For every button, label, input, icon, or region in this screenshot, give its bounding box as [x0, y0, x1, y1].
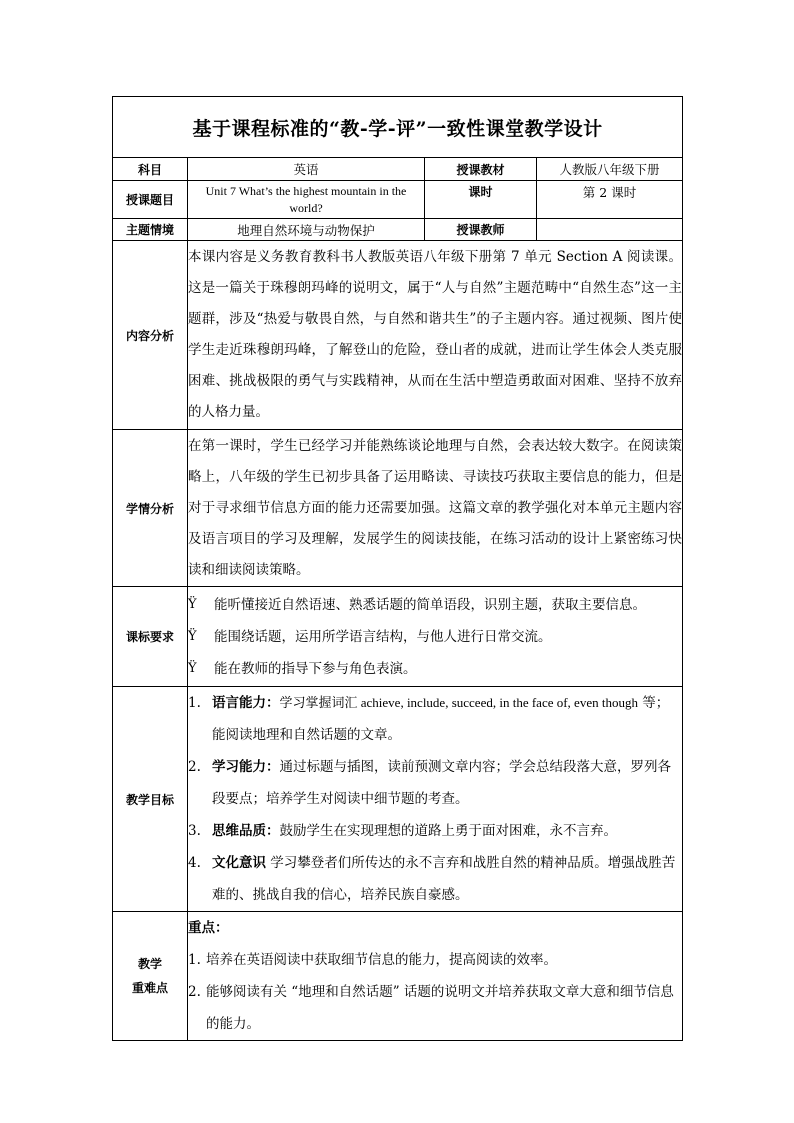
context-value: 地理自然环境与动物保护 [188, 219, 425, 241]
standards-item [188, 621, 682, 653]
objective-text: 学习攀登者们所传达的永不言弃和战胜自然的精神品质。增强战胜苦难的、挑战自我的信心，培养民族自豪感。 [212, 855, 676, 903]
lesson-plan-table [112, 96, 683, 1041]
objective-heading: 学习能力： [212, 759, 280, 775]
key-point-text: 能够阅读有关 “地理和自然话题” 话题的说明文并培养获取文章大意和细节信息的能力。 [206, 984, 674, 1032]
objective-number: 3. [188, 823, 201, 839]
standards-label: 课标要求 [113, 587, 188, 687]
standards-item [188, 589, 682, 621]
content-analysis-label: 内容分析 [113, 241, 188, 430]
key-point-item [188, 976, 682, 1040]
objective-number: 1. [188, 695, 201, 711]
standards-row [113, 587, 683, 687]
standards-item-text: 能围绕话题，运用所学语言结构，与他人进行日常交流。 [214, 628, 552, 645]
learner-analysis-label: 学情分析 [113, 430, 188, 587]
key-points-label-line2: 重难点 [131, 981, 168, 995]
content-analysis-text: 本课内容是义务教育教科书人教版英语八年级下册第 7 单元 Section A 阅读课。这是一篇关于珠穆朗玛峰的说明文，属于“人与自然”主题范畴中“自然生态”这一主题群，涉及“热爱与敬畏自然，与自然和谐共生”的子主题内容。通过视频、图片使学生走近珠穆朗玛峰，了解登山的危险，登山者的成就，进而让学生体会人类克服困难、挑战极限的勇气与实践精神，从而在生活中塑造勇敢面对困难、坚持不放弃的人格力量。 [188, 241, 683, 430]
key-points-content [188, 912, 683, 1041]
teacher-value [537, 219, 683, 241]
learner-analysis-row [113, 430, 683, 587]
key-points-label [113, 912, 188, 1041]
key-point-item [188, 944, 682, 976]
context-label: 主题情境 [113, 219, 188, 241]
objective-item [188, 847, 682, 911]
objective-item [188, 751, 682, 815]
topic-row [113, 181, 683, 219]
objective-item [188, 687, 682, 751]
standards-list [188, 587, 683, 687]
bullet-icon: Ÿ [188, 628, 197, 644]
subject-row [113, 158, 683, 181]
objective-number: 2. [188, 759, 201, 775]
key-point-number: 1. [188, 952, 201, 968]
objective-heading: 思维品质： [212, 823, 280, 839]
objective-vocab-text: 学习掌握词汇 achieve, include, succeed, in the face of, even though [279, 695, 638, 710]
objective-text: 鼓励学生在实现理想的道路上勇于面对困难，永不言弃。 [279, 823, 617, 839]
key-points-row [113, 912, 683, 1041]
textbook-label: 授课教材 [425, 158, 537, 181]
objectives-list [188, 687, 683, 912]
subject-label: 科目 [113, 158, 188, 181]
period-label: 课时 [425, 181, 537, 219]
key-point-number: 2. [188, 984, 201, 1000]
topic-label: 授课题目 [113, 181, 188, 219]
objectives-label: 教学目标 [113, 687, 188, 912]
document-title: 基于课程标准的“教-学-评”一致性课堂教学设计 [113, 97, 683, 158]
key-points-heading: 重点： [188, 920, 229, 936]
title-row [113, 97, 683, 158]
objective-item [188, 815, 682, 847]
topic-value: Unit 7 What’s the highest mountain in the world? [188, 181, 425, 219]
subject-value: 英语 [188, 158, 425, 181]
key-point-text: 培养在英语阅读中获取细节信息的能力，提高阅读的效率。 [206, 952, 557, 968]
context-row [113, 219, 683, 241]
key-points-label-line1: 教学 [137, 957, 162, 971]
objective-heading: 语言能力： [212, 695, 280, 711]
content-analysis-row [113, 241, 683, 430]
textbook-value: 人教版八年级下册 [537, 158, 683, 181]
objective-number: 4. [188, 855, 201, 871]
bullet-icon: Ÿ [188, 596, 197, 612]
standards-item-text: 能听懂接近自然语速、熟悉话题的简单语段，识别主题，获取主要信息。 [214, 596, 646, 613]
objective-text: 通过标题与插图，读前预测文章内容；学会总结段落大意，罗列各段要点；培养学生对阅读中细节题的考查。 [212, 759, 671, 807]
bullet-icon: Ÿ [188, 660, 197, 676]
standards-item-text: 能在教师的指导下参与角色表演。 [214, 660, 417, 677]
period-value: 第 2 课时 [537, 181, 683, 219]
objective-heading: 文化意识 [212, 855, 266, 871]
teacher-label: 授课教师 [425, 219, 537, 241]
objectives-row [113, 687, 683, 912]
learner-analysis-text: 在第一课时，学生已经学习并能熟练谈论地理与自然，会表达较大数字。在阅读策略上，八年级的学生已初步具备了运用略读、寻读技巧获取主要信息的能力，但是对于寻求细节信息方面的能力还需要加强。这篇文章的教学强化对本单元主题内容及语言项目的学习及理解，发展学生的阅读技能，在练习活动的设计上紧密练习快读和细读阅读策略。 [188, 430, 683, 587]
objective-text: 等；能阅读地理和自然话题的文章。 [212, 695, 670, 743]
standards-item [188, 653, 682, 685]
